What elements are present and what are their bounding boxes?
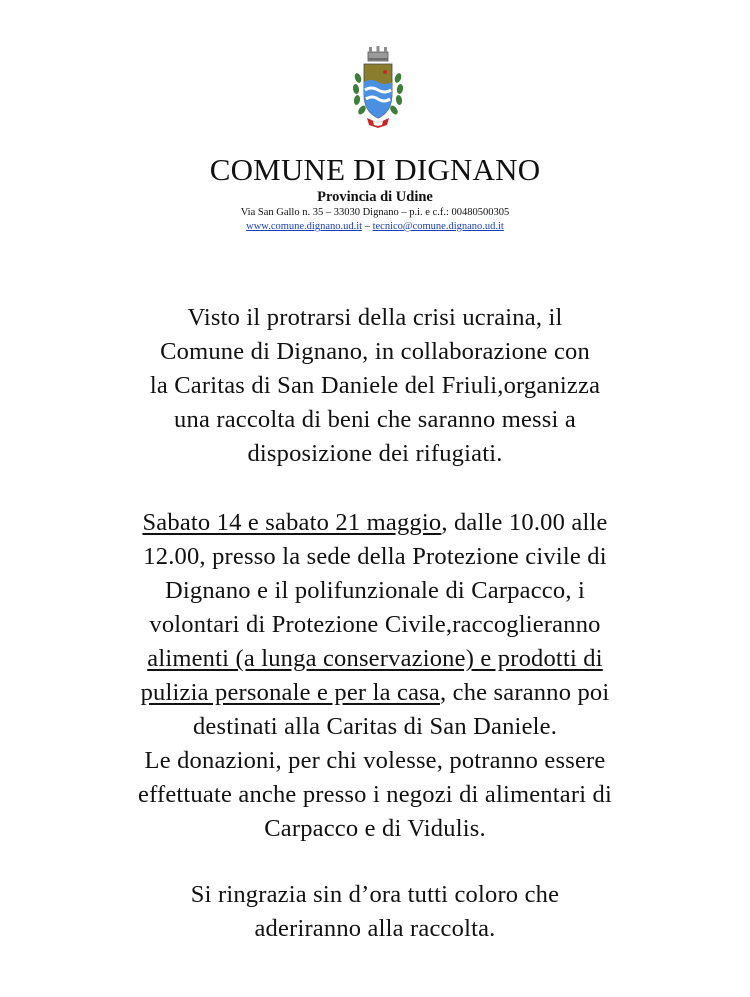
- municipality-title: COMUNE DI DIGNANO: [209, 152, 541, 187]
- thanks-line: aderiranno alla raccolta.: [254, 915, 496, 942]
- thanks-line: Si ringrazia sin d’ora tutti coloro che: [190, 881, 560, 908]
- details-line: Dignano e il polifunzionale di Carpacco, i: [164, 577, 585, 604]
- details-line: volontari di Protezione Civile,raccoglieranno: [149, 611, 601, 638]
- intro-line: una raccolta di beni che saranno messi a: [174, 406, 576, 433]
- details-line: [40, 676, 710, 710]
- details-text: , dalle 10.00 alle: [441, 509, 608, 536]
- collection-dates: Sabato 14 e sabato 21 maggio: [142, 509, 442, 536]
- intro-paragraph: [40, 301, 710, 471]
- intro-line: Visto il protrarsi della crisi ucraina, il: [187, 304, 563, 331]
- collection-details-paragraph: [40, 506, 710, 846]
- details-line: [40, 506, 710, 540]
- province-name: Provincia di Udine: [317, 189, 433, 205]
- website-link[interactable]: www.comune.dignano.ud.it: [246, 221, 363, 232]
- details-text: , che saranno poi: [439, 679, 610, 706]
- intro-line: disposizione dei rifugiati.: [247, 440, 503, 467]
- goods-collected-text: pulizia personale e per la casa: [140, 679, 440, 706]
- details-line: effettuate anche presso i negozi di alimentari di: [138, 781, 612, 808]
- link-separator: –: [362, 221, 373, 232]
- details-line: Carpacco e di Vidulis.: [264, 815, 486, 842]
- details-line: 12.00, presso la sede della Protezione civile di: [143, 543, 607, 570]
- email-link[interactable]: tecnico@comune.dignano.ud.it: [372, 221, 504, 232]
- address-line: Via San Gallo n. 35 – 33030 Dignano – p.i. e c.f.: 00480500305: [240, 207, 510, 218]
- thanks-paragraph: [40, 878, 710, 946]
- municipal-crest-icon: [349, 44, 407, 132]
- contact-links: [0, 221, 750, 232]
- intro-line: Comune di Dignano, in collaborazione con: [160, 338, 590, 365]
- intro-line: la Caritas di San Daniele del Friuli,organizza: [149, 372, 601, 399]
- details-line: destinati alla Caritas di San Daniele.: [192, 713, 558, 740]
- goods-collected-line: alimenti (a lunga conservazione) e prodotti di: [147, 645, 603, 672]
- details-line: Le donazioni, per chi volesse, potranno essere: [144, 747, 606, 774]
